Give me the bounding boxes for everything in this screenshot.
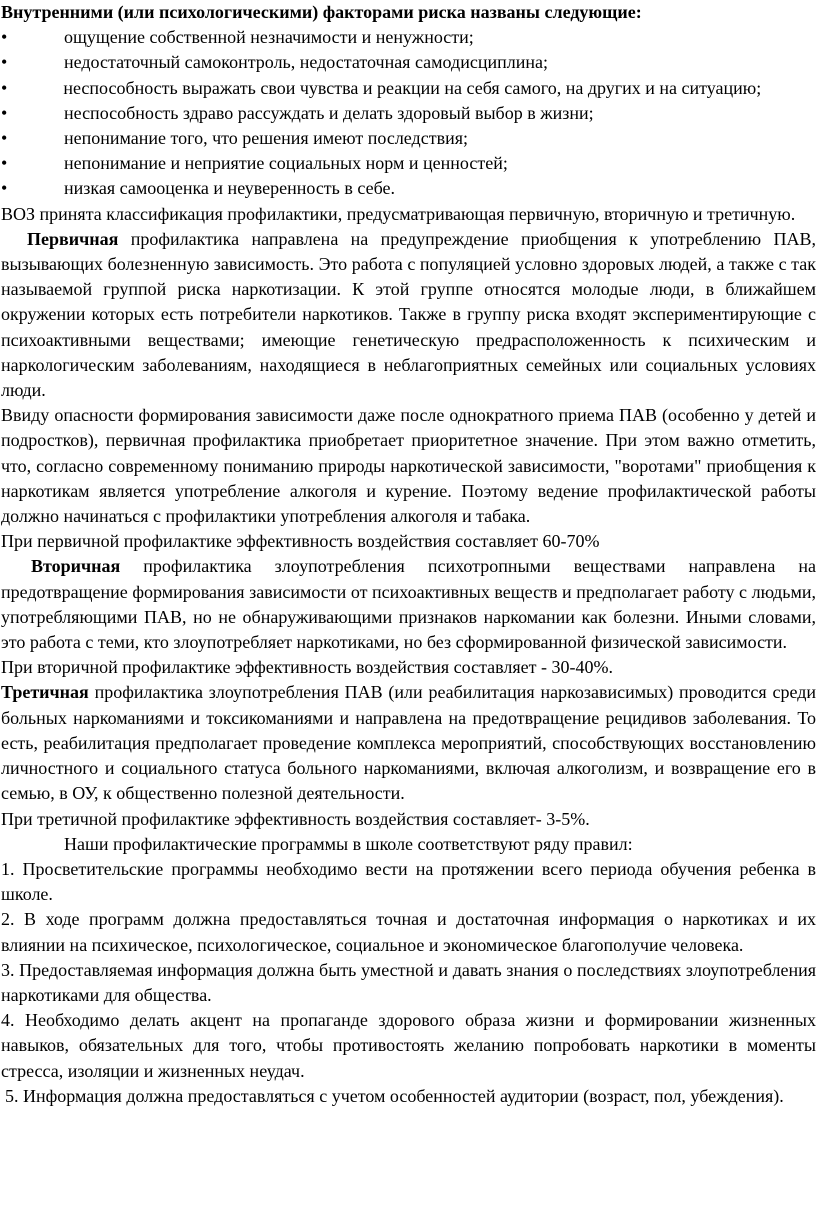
bullet-icon: • (1, 153, 8, 174)
programs-intro: Наши профилактические программы в школе соответствуют ряду правил: (64, 833, 633, 854)
tertiary-text: профилактика злоупотребления ПАВ (или реабилитация наркозависимых) проводится среди больных наркоманиями и токсикоманиями и направлена на предотвращение рецидивов заболевания. То есть, реабилитация предполагает проведение комплекса мероприятий, способствующих восстановлению личностного и социального статуса больного наркоманиями, включая алкоголизм, и возвращение его в семью, в ОУ, к общественно полезной деятельности. (1, 682, 816, 804)
who-classification: ВОЗ принята классификация профилактики, предусматривающая первичную, вторичную и третичную. (1, 203, 796, 224)
primary-text: профилактика направлена на предупреждение приобщения к употреблению ПАВ, вызывающих болезненную зависимость. Это работа с популяцией условно здоровых людей, а также с так называемой группой риска наркотизации. К этой группе относятся молодые люди, в ближайшем окружении которых есть потребители наркотиков. Также в группу риска входят экспериментирующие с психоактивными веществами; имеющие генетическую предрасположенность к психическим и наркологическим заболеваниям, находящиеся в неблагоприятных семейных или социальных условиях люди. (1, 228, 816, 401)
bullet-text: неспособность здраво рассуждать и делать здоровый выбор в жизни; (64, 102, 594, 123)
list-item (1, 76, 816, 101)
bullet-icon: • (1, 178, 8, 199)
bullet-text: ощущение собственной незначимости и ненужности; (64, 27, 474, 48)
bullet-text: низкая самооценка и неуверенность в себе. (64, 178, 395, 199)
rule-item: 3. Предоставляемая информация должна быть уместной и давать знания о последствиях злоупотребления наркотиками для общества. (1, 959, 816, 1005)
bullet-icon: • (1, 77, 8, 98)
bullet-icon: • (1, 27, 8, 48)
list-item (1, 151, 816, 176)
list-item (1, 101, 816, 126)
secondary-text: профилактика злоупотребления психотропными веществами направлена на предотвращение формирования зависимости от психоактивных веществ и предполагает работу с людьми, употребляющими ПАВ, но не обнаруживающими признаков наркомании как болезни. Иными словами, это работа с теми, кто злоупотребляет наркотиками, но без сформированной физической зависимости. (1, 556, 816, 653)
bullet-text: неспособность выражать свои чувства и реакции на себя самого, на других и на ситуацию; (63, 77, 762, 98)
secondary-efficiency: При вторичной профилактике эффективность воздействия составляет - 30-40%. (1, 657, 614, 678)
secondary-paragraph (1, 554, 816, 655)
list-item (1, 126, 816, 151)
bullet-icon: • (1, 128, 8, 149)
list-item (1, 50, 816, 75)
bullet-text: недостаточный самоконтроль, недостаточная самодисциплина; (64, 52, 548, 73)
list-item (1, 25, 816, 50)
bullet-text: непонимание и неприятие социальных норм и ценностей; (64, 153, 508, 174)
primary-term: Первичная (27, 228, 119, 249)
tertiary-term: Третичная (1, 682, 89, 703)
rule-item: 5. Информация должна предоставляться с учетом особенностей аудитории (возраст, пол, убеждения). (5, 1085, 784, 1106)
rule-item: 4. Необходимо делать акцент на пропаганде здорового образа жизни и формировании жизненных навыков, обязательных для того, чтобы противостоять желанию попробовать наркотики в моменты стресса, изоляции и жизненных неудач. (1, 1010, 816, 1081)
primary-priority: Ввиду опасности формирования зависимости даже после однократного приема ПАВ (особенно у детей и подростков), первичная профилактика приобретает приоритетное значение. При этом важно отметить, что, согласно современному пониманию природы наркотической зависимости, "воротами" приобщения к наркотикам является употребление алкоголя и курение. Поэтому ведение профилактической работы должно начинаться с профилактики употребления алкоголя и табака. (1, 405, 816, 527)
secondary-term: Вторичная (31, 556, 121, 577)
primary-efficiency: При первичной профилактике эффективность воздействия составляет 60-70% (1, 531, 600, 552)
rule-item: 2. В ходе программ должна предоставляться точная и достаточная информация о наркотиках и их влиянии на психическое, психологическое, социальное и экономическое благополучие человека. (1, 909, 816, 955)
primary-paragraph (1, 227, 816, 403)
rule-item: 1. Просветительские программы необходимо вести на протяжении всего периода обучения ребенка в школе. (1, 858, 816, 905)
tertiary-paragraph (1, 680, 816, 806)
list-item (1, 176, 816, 201)
heading: Внутренними (или психологическими) факторами риска названы следующие: (1, 2, 642, 22)
bullet-icon: • (1, 52, 8, 73)
bullet-icon: • (1, 102, 8, 123)
bullet-text: непонимание того, что решения имеют последствия; (64, 128, 468, 149)
tertiary-efficiency: При третичной профилактике эффективность воздействия составляет- 3-5%. (1, 808, 590, 829)
